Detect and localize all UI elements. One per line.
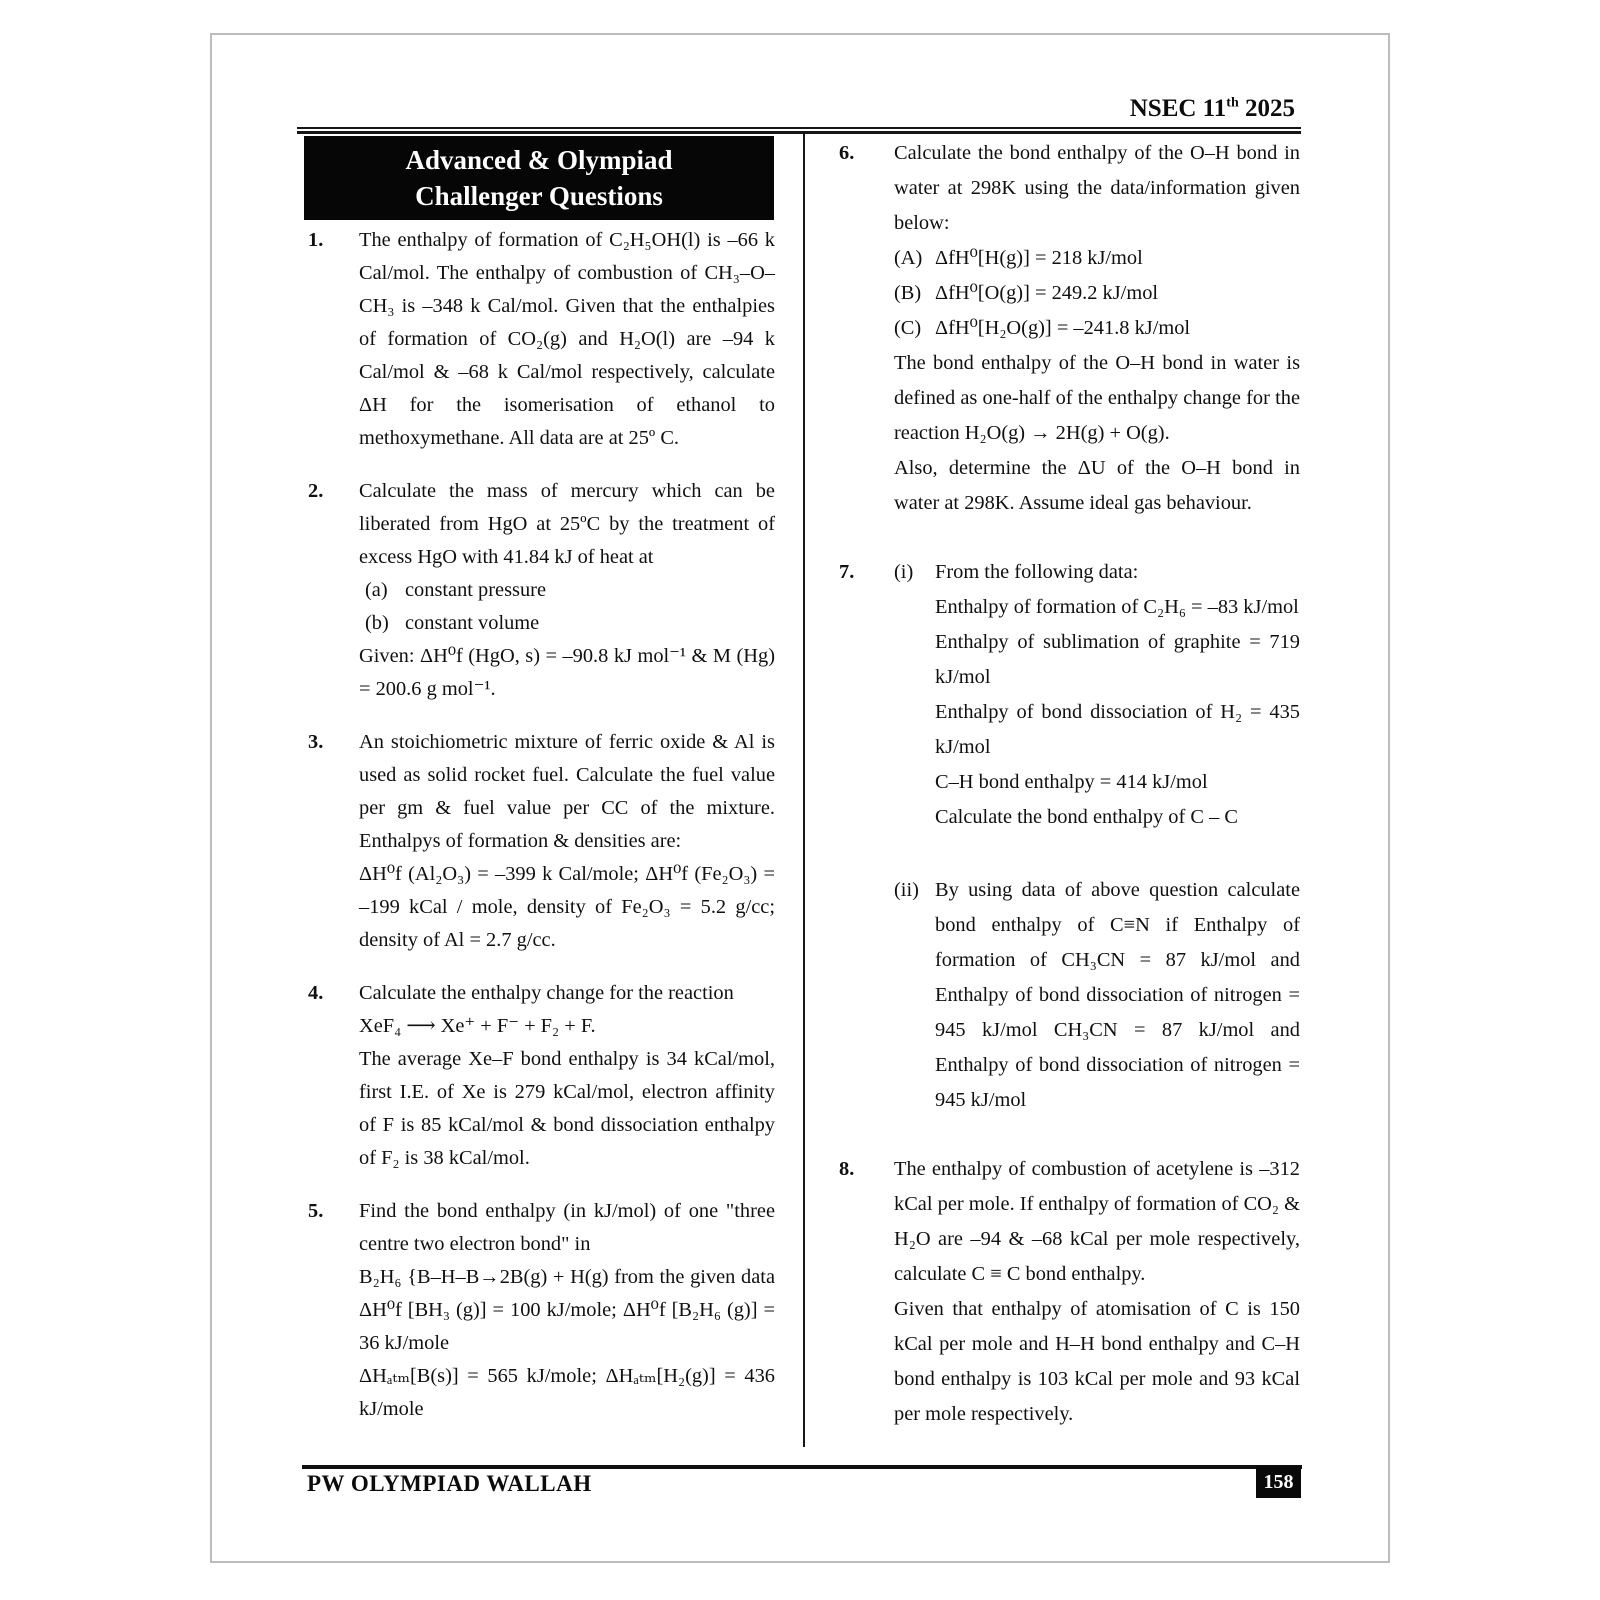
q4-paragraph-2: XeF₄ ⟶ Xe⁺ + F⁻ + F₂ + F. xyxy=(359,1015,596,1037)
q3-paragraph-1: An stoichiometric mixture of ferric oxide & Al is used as solid rocket fuel. Calculate the fuel value per gm & fuel value per CC of the mixture. Enthalpys of formation & densities are: xyxy=(359,731,775,852)
header-rule xyxy=(297,127,1301,134)
question-q5 xyxy=(308,1195,775,1426)
q5-paragraph-2: B₂H₆ {B–H–B→2B(g) + H(g) from the given data ΔH⁰f [BH₃ (g)] = 100 kJ/mole; ΔH⁰f [B₂H₆ (g)] = 36 kJ/mole xyxy=(359,1266,775,1354)
edition-year: 2025 xyxy=(1238,95,1295,122)
q2-paragraph-1: Calculate the mass of mercury which can be liberated from HgO at 25ºC by the treatment of excess HgO with 41.84 kJ of heat at xyxy=(359,480,775,568)
q6-item-label: (A) xyxy=(894,247,923,269)
q6-item-text: ΔfH⁰[H₂O(g)] = –241.8 kJ/mol xyxy=(935,317,1191,339)
question-number-q6: 6. xyxy=(839,142,855,164)
q5-paragraph-1: Find the bond enthalpy (in kJ/mol) of one "three centre two electron bond" in xyxy=(359,1200,775,1255)
q4-paragraph-3: The average Xe–F bond enthalpy is 34 kCal/mol, first I.E. of Xe is 279 kCal/mol, electron affinity of F is 85 kCal/mol & bond dissociation enthalpy of F₂ is 38 kCal/mol. xyxy=(359,1048,775,1169)
q8-paragraph-2: Given that enthalpy of atomisation of C is 150 kCal per mole and H–H bond enthalpy and C–H bond enthalpy is 103 kCal per mole and 93 kCal per mole respectively. xyxy=(894,1298,1300,1425)
q8-paragraph-1: The enthalpy of combustion of acetylene is –312 kCal per mole. If enthalpy of formation of CO₂ & H₂O are –94 & –68 kCal per mole respectively, calculate C ≡ C bond enthalpy. xyxy=(894,1158,1300,1285)
question-q1 xyxy=(308,224,775,455)
q4-paragraph-1: Calculate the enthalpy change for the reaction xyxy=(359,982,734,1004)
q2-item-text: constant volume xyxy=(405,612,540,634)
edition-superscript: th xyxy=(1226,95,1239,111)
q3-paragraph-2: ΔH⁰f (Al₂O₃) = –399 k Cal/mole; ΔH⁰f (Fe₂O₃) = –199 kCal / mole, density of Fe₂O₃ = 5.2 g/cc; density of Al = 2.7 g/cc. xyxy=(359,863,775,951)
question-q7 xyxy=(839,555,1300,1118)
page-sheet xyxy=(210,33,1390,1563)
q7(i)-paragraph-4: Enthalpy of bond dissociation of H₂ = 435 kJ/mol xyxy=(935,701,1300,758)
q7(i)-paragraph-5: C–H bond enthalpy = 414 kJ/mol xyxy=(935,771,1208,793)
question-body-q3 xyxy=(359,726,775,957)
questions-column-left xyxy=(308,224,775,1426)
question-number-q7: 7. xyxy=(839,561,855,583)
q2-item-text: constant pressure xyxy=(405,579,546,601)
question-q8 xyxy=(839,1152,1300,1432)
question-number-q2: 2. xyxy=(308,480,324,502)
q7(i)-paragraph-1: From the following data: xyxy=(935,561,1139,583)
question-number-q8: 8. xyxy=(839,1158,855,1180)
q6-paragraph-5: The bond enthalpy of the O–H bond in water is defined as one-half of the enthalpy change for the reaction H₂O(g) → 2H(g) + O(g). xyxy=(894,352,1300,444)
footer-brand: PW OLYMPIAD WALLAH xyxy=(307,1471,592,1496)
question-body-q4 xyxy=(359,977,775,1175)
q7(i)-paragraph-2: Enthalpy of formation of C₂H₆ = –83 kJ/mol xyxy=(935,596,1299,618)
column-divider xyxy=(803,132,805,1447)
question-q2 xyxy=(308,475,775,706)
q6-item-label: (B) xyxy=(894,282,922,304)
q2-item-a xyxy=(365,574,775,607)
question-body-q5 xyxy=(359,1195,775,1426)
page-number-badge: 158 xyxy=(1256,1466,1301,1498)
q1-paragraph-1: The enthalpy of formation of C₂H₅OH(l) is –66 k Cal/mol. The enthalpy of combustion of CH₃–O–CH₃ is –348 k Cal/mol. Given that the enthalpies of formation of CO₂(g) and H₂O(l) are –94 k Cal/mol & –68 k Cal/mol respectively, calculate ΔH for the isomerisation of ethanol to methoxymethane. All data are at 25º C. xyxy=(359,229,775,449)
q7-sub-body xyxy=(935,555,1300,835)
question-body-q6 xyxy=(894,136,1300,521)
q7(i)-paragraph-6: Calculate the bond enthalpy of C – C xyxy=(935,806,1238,828)
q6-item-C xyxy=(894,311,1300,346)
q7(ii)-paragraph-1: By using data of above question calculate bond enthalpy of C≡N if Enthalpy of formation of CH₃CN = 87 kJ/mol and Enthalpy of bond dissociation of nitrogen = 945 kJ/mol CH₃CN = 87 kJ/mol and Enthalpy of bond dissociation of nitrogen = 945 kJ/mol xyxy=(935,879,1300,1111)
question-number-q1: 1. xyxy=(308,229,324,251)
section-title-line-1: Advanced & Olympiad xyxy=(405,144,673,175)
q7-sub-ii xyxy=(894,873,1300,1118)
question-number-q5: 5. xyxy=(308,1200,324,1222)
question-body-q1 xyxy=(359,224,775,455)
section-title-line-2: Challenger Questions xyxy=(415,180,663,211)
q7-sub-body xyxy=(935,873,1300,1118)
edition-text: NSEC 11 xyxy=(1129,95,1227,122)
q2-item-label: (b) xyxy=(365,612,389,634)
q7-sub-i xyxy=(894,555,1300,835)
question-body-q7 xyxy=(894,555,1300,1118)
edition-header xyxy=(1130,95,1295,123)
q7(i)-paragraph-3: Enthalpy of sublimation of graphite = 719 kJ/mol xyxy=(935,631,1300,688)
question-body-q2 xyxy=(359,475,775,706)
question-q6 xyxy=(839,136,1300,521)
q6-item-A xyxy=(894,241,1300,276)
q2-item-b xyxy=(365,607,775,640)
q6-paragraph-6: Also, determine the ΔU of the O–H bond in water at 298K. Assume ideal gas behaviour. xyxy=(894,457,1300,514)
q6-item-text: ΔfH⁰[H(g)] = 218 kJ/mol xyxy=(935,247,1143,269)
q7-sub-label: (i) xyxy=(894,561,914,583)
questions-column-right xyxy=(839,136,1300,1432)
question-q3 xyxy=(308,726,775,957)
q6-paragraph-1: Calculate the bond enthalpy of the O–H bond in water at 298K using the data/information given below: xyxy=(894,142,1300,234)
q2-item-label: (a) xyxy=(365,579,388,601)
question-body-q8 xyxy=(894,1152,1300,1432)
q6-item-label: (C) xyxy=(894,317,922,339)
question-number-q4: 4. xyxy=(308,982,324,1004)
q2-paragraph-4: Given: ΔH⁰f (HgO, s) = –90.8 kJ mol⁻¹ & M (Hg) = 200.6 g mol⁻¹. xyxy=(359,645,775,700)
q7-sub-label: (ii) xyxy=(894,879,919,901)
footer-rule xyxy=(302,1465,1302,1469)
q6-item-text: ΔfH⁰[O(g)] = 249.2 kJ/mol xyxy=(935,282,1159,304)
q5-paragraph-3: ΔHₐₜₘ[B(s)] = 565 kJ/mole; ΔHₐₜₘ[H₂(g)] = 436 kJ/mole xyxy=(359,1365,775,1420)
question-number-q3: 3. xyxy=(308,731,324,753)
section-title-box xyxy=(304,136,774,220)
question-q4 xyxy=(308,977,775,1175)
q6-item-B xyxy=(894,276,1300,311)
